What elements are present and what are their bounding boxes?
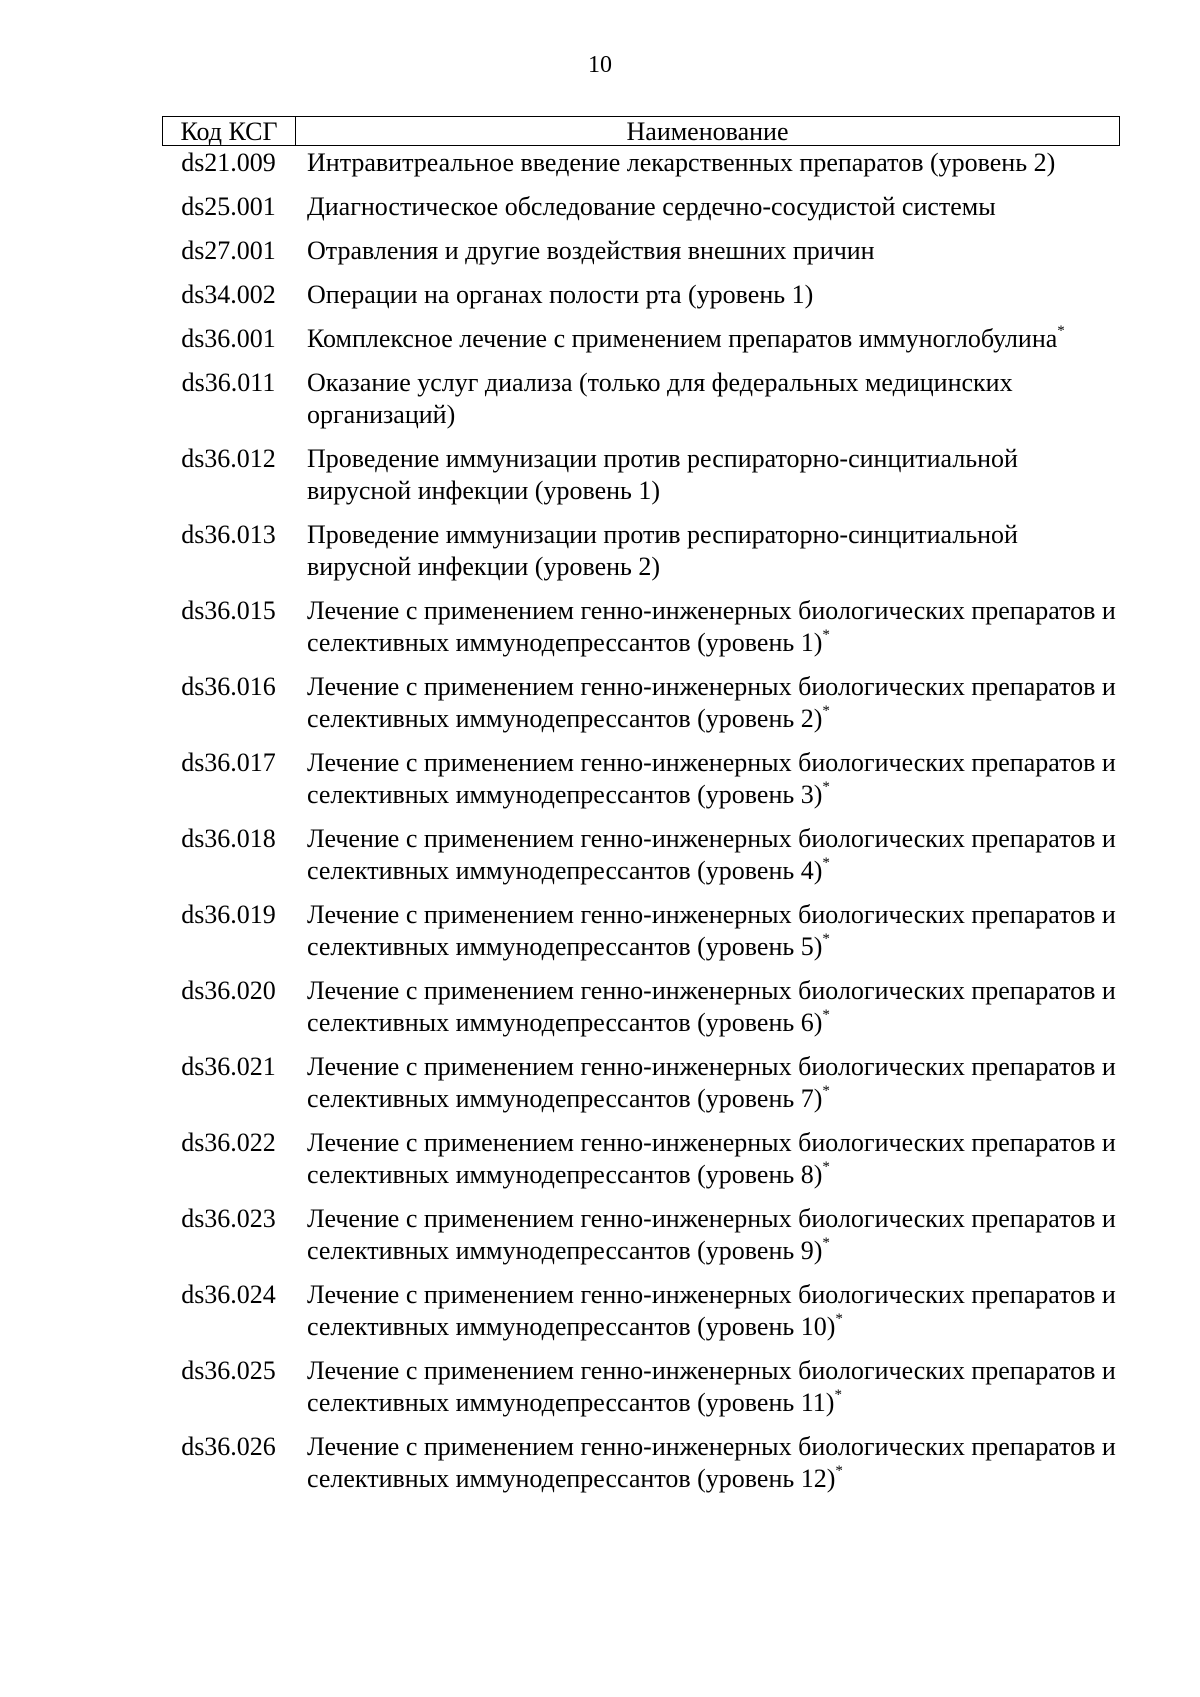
row-code: ds36.018 xyxy=(181,824,276,853)
row-name-cell xyxy=(295,1051,1120,1115)
row-name: Лечение с применением генно-инженерных биологических препаратов и селективных иммунодепрессантов (уровень 11) xyxy=(307,1356,1116,1417)
table-row xyxy=(162,595,1120,659)
row-name: Проведение иммунизации против респираторно-синцитиальной вирусной инфекции (уровень 2) xyxy=(307,520,1018,581)
row-name-cell xyxy=(295,235,1120,267)
footnote-marker: * xyxy=(835,1463,843,1480)
row-name-cell xyxy=(295,191,1120,223)
footnote-marker: * xyxy=(822,703,830,720)
table-row xyxy=(162,1127,1120,1191)
row-code: ds36.012 xyxy=(181,444,276,473)
row-name: Лечение с применением генно-инженерных биологических препаратов и селективных иммунодепрессантов (уровень 12) xyxy=(307,1432,1116,1493)
header-code: Код КСГ xyxy=(163,117,296,145)
row-name-cell xyxy=(295,147,1120,179)
row-code: ds36.011 xyxy=(181,368,276,397)
header-name: Наименование xyxy=(626,117,789,146)
row-code: ds36.024 xyxy=(181,1280,276,1309)
footnote-marker: * xyxy=(1057,323,1065,340)
row-name: Комплексное лечение с применением препаратов иммуноглобулина xyxy=(307,324,1058,353)
table-row xyxy=(162,1051,1120,1115)
row-name-cell xyxy=(295,1203,1120,1267)
row-code: ds36.020 xyxy=(181,976,276,1005)
row-name-cell xyxy=(295,1279,1120,1343)
row-name: Оказание услуг диализа (только для федеральных медицинских организаций) xyxy=(307,368,1013,429)
row-name: Интравитреальное введение лекарственных препаратов (уровень 2) xyxy=(307,148,1056,177)
footnote-marker: * xyxy=(822,779,830,796)
row-code: ds36.013 xyxy=(181,520,276,549)
table-row xyxy=(162,323,1120,355)
row-name: Лечение с применением генно-инженерных биологических препаратов и селективных иммунодепрессантов (уровень 4) xyxy=(307,824,1116,885)
footnote-marker: * xyxy=(822,1083,830,1100)
row-code: ds36.001 xyxy=(181,324,276,353)
row-name-cell xyxy=(295,1431,1120,1495)
row-name: Лечение с применением генно-инженерных биологических препаратов и селективных иммунодепрессантов (уровень 3) xyxy=(307,748,1116,809)
table-body xyxy=(162,147,1120,1495)
row-name-cell xyxy=(295,1355,1120,1419)
footnote-marker: * xyxy=(834,1387,842,1404)
footnote-marker: * xyxy=(822,1159,830,1176)
table-row xyxy=(162,279,1120,311)
row-name-cell xyxy=(295,823,1120,887)
footnote-marker: * xyxy=(835,1311,843,1328)
row-code: ds36.026 xyxy=(181,1432,276,1461)
row-name-cell xyxy=(295,279,1120,311)
row-name-cell xyxy=(295,1127,1120,1191)
row-name: Операции на органах полости рта (уровень 1) xyxy=(307,280,814,309)
footnote-marker: * xyxy=(822,627,830,644)
row-name: Проведение иммунизации против респираторно-синцитиальной вирусной инфекции (уровень 1) xyxy=(307,444,1018,505)
table-row xyxy=(162,823,1120,887)
row-code: ds27.001 xyxy=(181,236,276,265)
row-code: ds36.017 xyxy=(181,748,276,777)
table-row xyxy=(162,367,1120,431)
row-code: ds36.016 xyxy=(181,672,276,701)
row-name-cell xyxy=(295,323,1120,355)
row-code: ds25.001 xyxy=(181,192,276,221)
row-name: Отравления и другие воздействия внешних причин xyxy=(307,236,875,265)
table-row xyxy=(162,1203,1120,1267)
table-header xyxy=(162,116,1120,146)
table-row xyxy=(162,1279,1120,1343)
row-name-cell xyxy=(295,975,1120,1039)
row-code: ds36.021 xyxy=(181,1052,276,1081)
footnote-marker: * xyxy=(822,1007,830,1024)
row-code: ds34.002 xyxy=(181,280,276,309)
table-row xyxy=(162,1355,1120,1419)
row-code: ds36.022 xyxy=(181,1128,276,1157)
row-name-cell xyxy=(295,367,1120,431)
table-row xyxy=(162,1431,1120,1495)
row-name-cell xyxy=(295,519,1120,583)
row-code: ds36.023 xyxy=(181,1204,276,1233)
table-row xyxy=(162,975,1120,1039)
row-code: ds36.025 xyxy=(181,1356,276,1385)
row-code: ds21.009 xyxy=(181,148,276,177)
table-row xyxy=(162,671,1120,735)
row-code: ds36.019 xyxy=(181,900,276,929)
row-code: ds36.015 xyxy=(181,596,276,625)
row-name: Лечение с применением генно-инженерных биологических препаратов и селективных иммунодепрессантов (уровень 6) xyxy=(307,976,1116,1037)
row-name: Лечение с применением генно-инженерных биологических препаратов и селективных иммунодепрессантов (уровень 7) xyxy=(307,1052,1116,1113)
row-name-cell xyxy=(295,595,1120,659)
row-name-cell xyxy=(295,899,1120,963)
page-number: 10 xyxy=(588,52,612,78)
row-name-cell xyxy=(295,671,1120,735)
table-row xyxy=(162,147,1120,179)
footnote-marker: * xyxy=(822,1235,830,1252)
row-name: Лечение с применением генно-инженерных биологических препаратов и селективных иммунодепрессантов (уровень 10) xyxy=(307,1280,1116,1341)
table-row xyxy=(162,519,1120,583)
row-name: Лечение с применением генно-инженерных биологических препаратов и селективных иммунодепрессантов (уровень 1) xyxy=(307,596,1116,657)
row-name-cell xyxy=(295,747,1120,811)
row-name: Лечение с применением генно-инженерных биологических препаратов и селективных иммунодепрессантов (уровень 9) xyxy=(307,1204,1116,1265)
table-row xyxy=(162,747,1120,811)
row-name-cell xyxy=(295,443,1120,507)
table-row xyxy=(162,899,1120,963)
row-name: Лечение с применением генно-инженерных биологических препаратов и селективных иммунодепрессантов (уровень 2) xyxy=(307,672,1116,733)
footnote-marker: * xyxy=(822,931,830,948)
table-row xyxy=(162,235,1120,267)
footnote-marker: * xyxy=(822,855,830,872)
row-name: Лечение с применением генно-инженерных биологических препаратов и селективных иммунодепрессантов (уровень 5) xyxy=(307,900,1116,961)
table-row xyxy=(162,191,1120,223)
table-row xyxy=(162,443,1120,507)
ksg-table xyxy=(162,116,1120,1507)
row-name: Диагностическое обследование сердечно-сосудистой системы xyxy=(307,192,996,221)
row-name: Лечение с применением генно-инженерных биологических препаратов и селективных иммунодепрессантов (уровень 8) xyxy=(307,1128,1116,1189)
